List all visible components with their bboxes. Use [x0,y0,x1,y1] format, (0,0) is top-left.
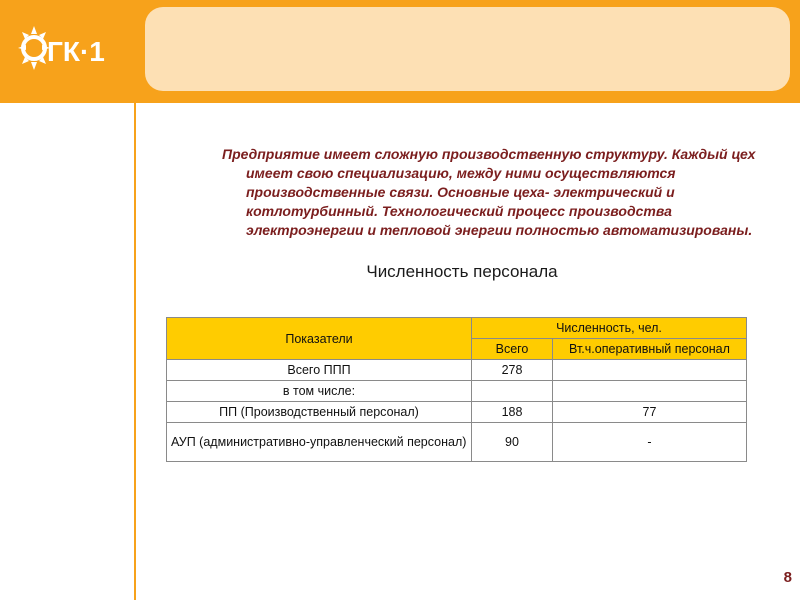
header-panel [145,7,790,91]
page-number: 8 [783,569,792,586]
table-header-row [167,318,747,339]
row-total: 278 [472,360,553,381]
section-subtitle: Численность персонала [366,262,558,281]
header-headcount: Численность, чел. [472,318,747,339]
table-row [167,423,747,462]
row-total: 90 [472,423,553,462]
row-label: АУП (административно-управленческий персонал) [167,423,472,462]
row-operational [553,381,747,402]
row-operational: - [553,423,747,462]
row-total: 188 [472,402,553,423]
header-bar [0,0,800,103]
row-operational [553,360,747,381]
row-label: Всего ППП [167,360,472,381]
row-operational: 77 [553,402,747,423]
header-operational: Вт.ч.оперативный персонал [553,339,747,360]
row-total [472,381,553,402]
header-indicator: Показатели [167,318,472,360]
row-label: ПП (Производственный персонал) [167,402,472,423]
row-label: в том числе: [167,381,472,402]
intro-paragraph: Предприятие имеет сложную производственную структуру. Каждый цех имеет свою специализацию, между ними осуществляются производственные связи. Основные цеха- электрический и котлотурбинный. Технологический процесс производства электроэнергии и тепловой энергии полностью автоматизированы. [222,146,756,238]
table-row [167,402,747,423]
personnel-table [166,317,747,462]
sun-logo-icon [18,26,50,70]
svg-text:ГК·1: ГК·1 [47,36,105,67]
ogk1-logo [14,20,124,84]
header-total: Всего [472,339,553,360]
table-row [167,381,747,402]
left-divider-line [134,103,136,600]
table-row [167,360,747,381]
